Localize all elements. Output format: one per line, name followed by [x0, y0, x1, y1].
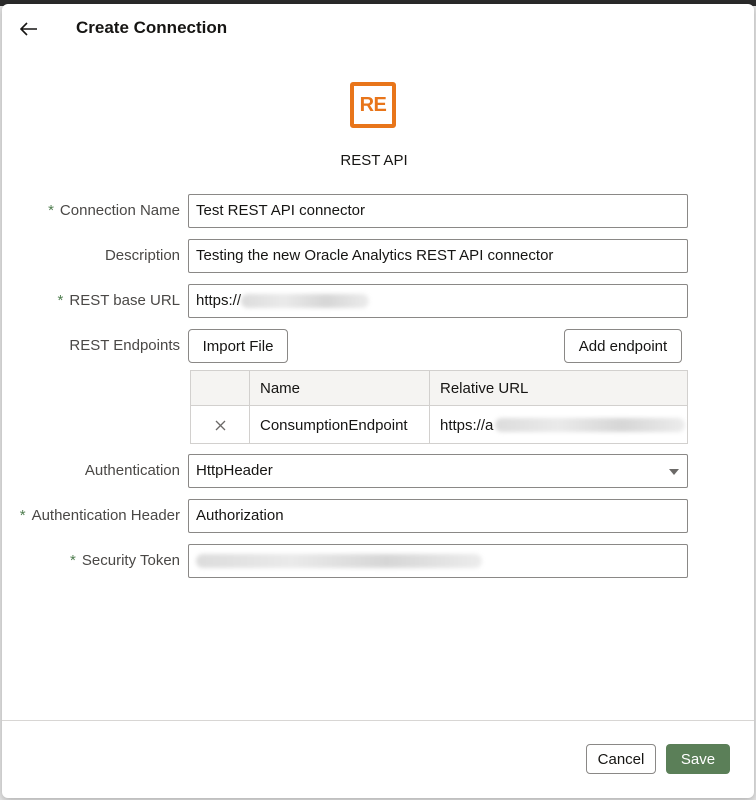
required-marker: * — [70, 552, 76, 569]
security-token-label: * Security Token — [70, 552, 180, 569]
redacted-text — [241, 294, 369, 308]
authentication-label: Authentication — [84, 462, 180, 479]
description-input[interactable]: Testing the new Oracle Analytics REST API connector — [188, 239, 688, 273]
column-header-relative-url: Relative URL — [440, 379, 529, 397]
connector-type-label: REST API — [340, 152, 408, 169]
redacted-text — [495, 418, 685, 432]
redacted-text — [196, 554, 482, 568]
delete-row-button[interactable] — [191, 406, 250, 444]
back-button[interactable] — [14, 14, 44, 44]
required-marker: * — [19, 507, 26, 524]
required-marker: * — [48, 202, 54, 219]
save-button[interactable]: Save — [666, 744, 730, 774]
required-marker: * — [57, 292, 64, 309]
description-label: Description — [104, 247, 180, 264]
column-header-name: Name — [250, 371, 430, 405]
table-header-blank — [191, 371, 250, 405]
table-header-row — [191, 371, 687, 406]
endpoint-url-cell[interactable]: https://a — [430, 406, 688, 444]
dialog-title: Create Connection — [76, 18, 228, 37]
authentication-select[interactable]: HttpHeader — [188, 454, 688, 488]
base-url-input[interactable]: https:// — [188, 284, 688, 318]
table-row — [191, 406, 687, 444]
auth-header-input[interactable]: Authorization — [188, 499, 688, 533]
endpoints-table — [190, 370, 688, 444]
rest-api-logo — [350, 82, 396, 128]
arrow-left-icon — [20, 22, 38, 36]
add-endpoint-button[interactable]: Add endpoint — [564, 329, 682, 363]
dialog-header — [2, 4, 754, 54]
auth-header-label: * Authentication Header — [19, 507, 180, 524]
footer-divider — [2, 720, 754, 721]
base-url-label: * REST base URL — [57, 292, 180, 309]
connection-name-input[interactable]: Test REST API connector — [188, 194, 688, 228]
security-token-input[interactable] — [188, 544, 688, 578]
chevron-down-icon — [669, 469, 679, 475]
cancel-button[interactable]: Cancel — [586, 744, 656, 774]
endpoint-name-cell[interactable]: ConsumptionEndpoint — [250, 406, 430, 444]
import-file-button[interactable]: Import File — [188, 329, 288, 363]
close-icon — [215, 420, 226, 431]
connection-name-label: * Connection Name — [48, 202, 180, 219]
logo-text: RE — [359, 93, 387, 116]
endpoints-label: REST Endpoints — [69, 337, 180, 354]
create-connection-dialog — [2, 4, 754, 798]
